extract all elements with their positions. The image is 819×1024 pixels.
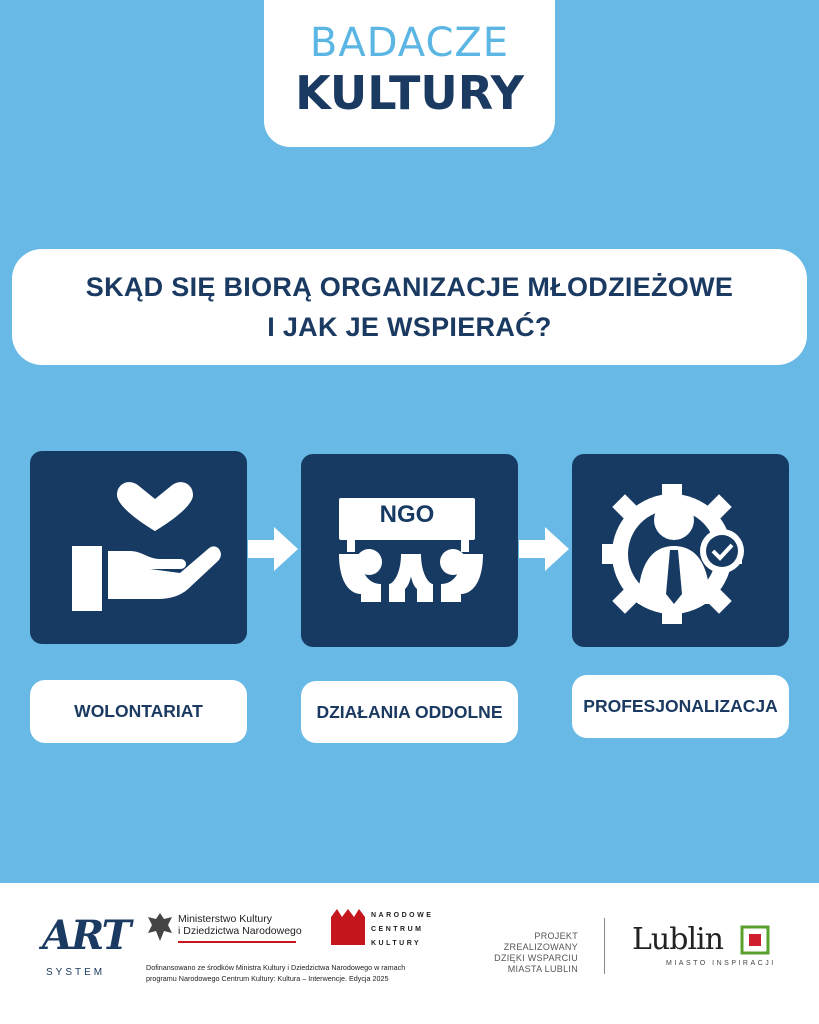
- ngo-sign-icon: [301, 454, 518, 647]
- ministry-line1: Ministerstwo Kultury: [178, 913, 272, 925]
- ngo-icon-box: [301, 454, 518, 647]
- ministry-line2: i Dziedzictwa Narodowego: [178, 925, 302, 937]
- project-support-note: [460, 931, 578, 975]
- ministry-divider: [178, 941, 296, 943]
- art-system-logo: ART: [42, 912, 130, 959]
- funding-line1: Dofinansowano ze środków Ministra Kultury i Dziedzictwa Narodowego w ramach: [146, 963, 406, 972]
- heart-hand-icon: [30, 451, 247, 644]
- ministry-name: [178, 913, 302, 937]
- question-line2: I JAK JE WSPIERAĆ?: [267, 312, 552, 342]
- ncc-line3: KULTURY: [371, 940, 422, 947]
- lublin-sub: MIASTO INSPIRACJI: [666, 960, 776, 967]
- project-line3: MIASTA LUBLIN: [507, 964, 578, 974]
- lublin-emblem-icon: [740, 925, 770, 955]
- ncc-name: [371, 909, 433, 951]
- funding-note: [146, 962, 405, 984]
- ncc-line1: NARODOWE: [371, 912, 434, 919]
- funding-line2: programu Narodowego Centrum Kultury: Kultura – Interwencje. Edycja 2025: [146, 974, 389, 983]
- arrow-right-icon: [519, 525, 571, 573]
- question-line1: SKĄD SIĘ BIORĄ ORGANIZACJE MŁODZIEŻOWE: [85, 272, 734, 302]
- professional-gear-icon: [572, 454, 789, 647]
- professionalization-icon-box: [572, 454, 789, 647]
- step-label-volunteering: WOLONTARIAT: [30, 680, 247, 743]
- logo-line1: BADACZE: [309, 20, 510, 66]
- art-system-sub: SYSTEM: [46, 967, 106, 978]
- volunteering-icon-box: [30, 451, 247, 644]
- lublin-logo: Lublin: [632, 922, 723, 957]
- project-line1: PROJEKT ZREALIZOWANY: [503, 931, 578, 952]
- step-label-professionalization: PROFESJONALIZACJA: [572, 675, 789, 738]
- logo-card: [264, 0, 555, 147]
- logo-line2: KULTURY: [295, 66, 524, 120]
- ngo-sign-text: NGO: [379, 501, 435, 528]
- eagle-emblem-icon: [146, 911, 174, 943]
- ncc-emblem-icon: [331, 909, 365, 945]
- footer-divider: [604, 918, 605, 974]
- ncc-line2: CENTRUM: [371, 926, 424, 933]
- question-card: [12, 249, 807, 365]
- step-label-grassroots: DZIAŁANIA ODDOLNE: [301, 681, 518, 743]
- arrow-right-icon: [248, 525, 300, 573]
- project-line2: DZIĘKI WSPARCIU: [494, 953, 578, 963]
